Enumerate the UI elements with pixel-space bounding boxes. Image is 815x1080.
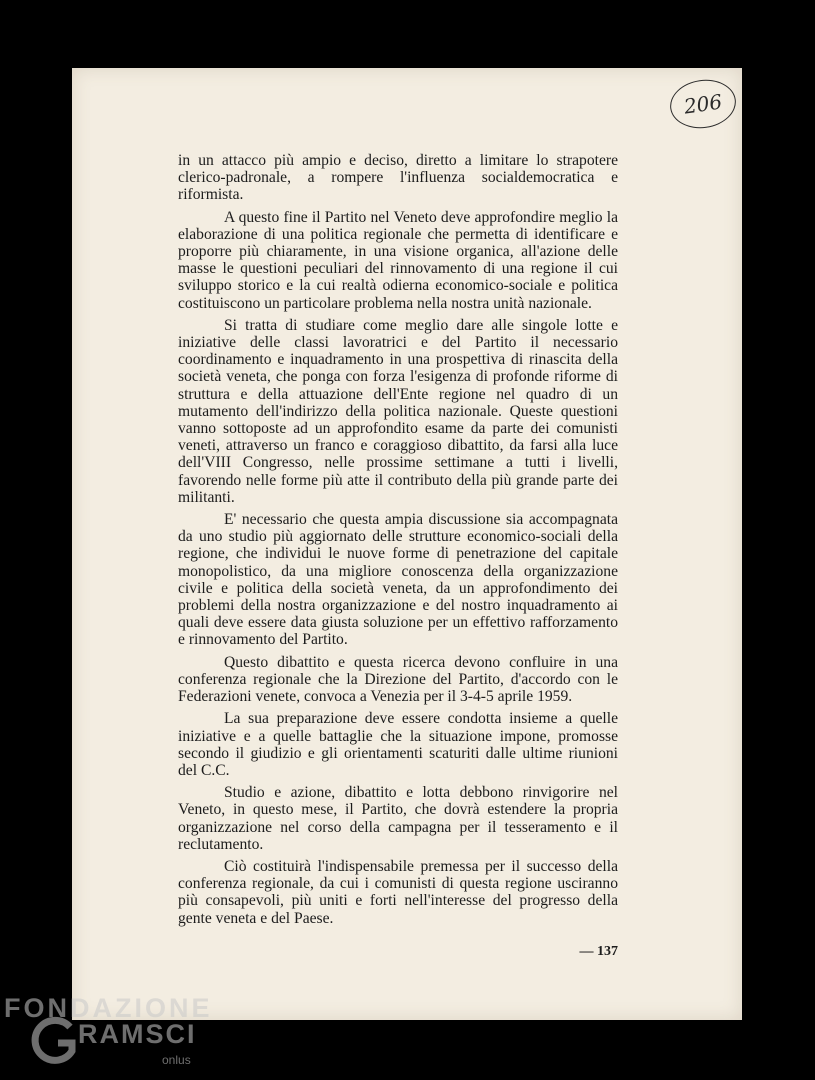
watermark-line-2: RAMSCI (78, 1019, 197, 1049)
paragraph: La sua preparazione deve essere condotta insieme a quelle iniziative e a quelle battaglie che la situazione impone, promosse secondo il giudizio e gli orientamenti scaturiti dalle ultime riunioni del C.C. (178, 710, 618, 779)
paragraph: in un attacco più ampio e deciso, diretto a limitare lo strapotere clerico-padronale, a rompere l'influenza socialdemocratica e riformista. (178, 152, 618, 204)
page-number: — 137 (579, 944, 618, 959)
paragraph: Studio e azione, dibattito e lotta debbono rinvigorire nel Veneto, in questo mese, il Partito, che dovrà estendere la propria organizzazione nel corso della campagna per il tesseramento e il reclutamento. (178, 784, 618, 853)
paragraph: Ciò costituirà l'indispensabile premessa per il successo della conferenza regionale, da cui i comunisti di questa regione usciranno più consapevoli, più uniti e forti nell'interesse del progresso della gente veneta e del Paese. (178, 857, 618, 927)
paragraph: Si tratta di studiare come meglio dare alle singole lotte e iniziative delle classi lavoratrici e del Partito il necessario coordinamento e inquadramento in una prospettiva di rinascita della società veneta, che ponga con forza l'esigenza di profonde riforme di struttura e della attuazione dell'Ente regione nel quadro di un mutamento dell'indirizzo della politica nazionale. Queste questioni vanno sottoposte ad un approfondito esame da parte dei comunisti veneti, attraverso un franco e coraggioso dibattito, da farsi alla luce dell'VIII Congresso, nelle prossime settimane a tutti i livelli, favorendo nelle forme più atte il contributo della più grande parte dei militanti. (178, 316, 618, 506)
annotation-text: 206 (682, 89, 724, 119)
watermark-line-3: onlus (162, 1053, 191, 1067)
paragraph: A questo fine il Partito nel Veneto deve approfondire meglio la elaborazione di una politica regionale che permetta di identificare e proporre più chiaramente, in una visione organica, all'azione delle masse le questioni peculiari del rinnovamento di una regione il cui sviluppo storico e la cui realtà odierna economico-sociale e politica costituiscono un particolare problema nella nostra unità nazionale. (178, 208, 618, 312)
document-body (178, 152, 618, 932)
watermark-g-logo-icon (30, 1015, 80, 1067)
watermark-line-1: FONDAZIONE (4, 993, 213, 1023)
paragraph: Questo dibattito e questa ricerca devono confluire in una conferenza regionale che la Direzione del Partito, d'accordo con le Federazioni venete, convoca a Venezia per il 3-4-5 aprile 1959. (178, 653, 618, 706)
fondazione-gramsci-watermark (0, 985, 220, 1080)
paragraph: E' necessario che questa ampia discussione sia accompagnata da uno studio più aggiornato delle strutture economico-sociali della regione, che individui le nuove forme di penetrazione del capitale monopolistico, da una migliore conoscenza della organizzazione civile e politica della società veneta, da un approfondimento dei problemi della nostra organizzazione e del nostro inquadramento ai quali deve essere data giusta soluzione per un effettivo rafforzamento e rinnovamento del Partito. (178, 511, 618, 649)
